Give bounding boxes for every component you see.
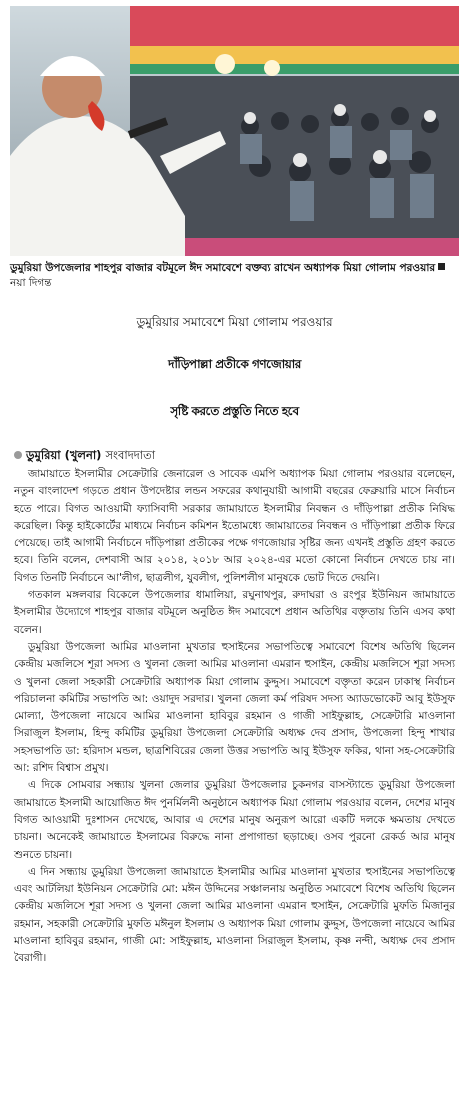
byline	[14, 447, 155, 466]
article-paragraph: জামায়াতে ইসলামীর সেক্রেটারি জেনারেল ও সাবেক এমপি অধ্যাপক মিয়া গোলাম পরওয়ার বলেছেন, নতুন বাংলাদেশ গড়তে প্রধান উপদেষ্টার লন্ডন সফরের কথানুযায়ী আগামী বছরের ফেব্রুয়ারি মাসে নির্বাচন হতে পারে। বিগত আওয়ামী ফ্যাসিবাদী সরকার জামায়াতে ইসলামীর নিবন্ধন ও দাঁড়িপাল্লা প্রতীক নিষিদ্ধ করেছিল। কিন্তু হাইকোর্টের মাধ্যমে নির্বাচন কমিশন ইতোমধ্যে জামায়াতের নিবন্ধন ও দাঁড়িপাল্লা প্রতীক ফিরে পেয়েছে। তাই আগামী নির্বাচনে দাঁড়িপাল্লা প্রতীকের পক্ষে গণজোয়ার সৃষ্টির জন্য এখনই প্রস্তুতি গ্রহণ করতে হবে। তিনি বলেন, দেশবাসী আর ২০১৪, ২০১৮ আর ২০২৪-এর মতো কোনো নির্বাচন দেখতে চায় না। বিগত তিনটি নির্বাচনে আ'লীগ, ছাত্রলীগ, যুবলীগ, পুলিশলীগ মানুষকে ভোট দিতে দেয়নি।	[14, 468, 455, 584]
headline-kicker: ডুমুরিয়ার সমাবেশে মিয়া গোলাম পরওয়ার	[136, 315, 333, 329]
headline-line-1: দাঁড়িপাল্লা প্রতীকে গণজোয়ার	[168, 357, 301, 371]
article-paragraph: এ দিকে সোমবার সন্ধ্যায় খুলনা জেলার ডুমুরিয়া উপজেলার চুকনগর বাসস্ট্যান্ডে ডুমুরিয়া উপজেলা জামায়াতে ইসলামী আয়োজিত ঈদ পুনর্মিলনী অনুষ্ঠানে অধ্যাপক মিয়া গোলাম পরওয়ার বলেন, দেশের মানুষ বিগত আওয়ামী দুঃশাসন দেখেছে, আবার এ দেশের মানুষ অনুরূপ আরো একটি দলকে ক্ষমতায় দেখতে চায়না। অনেকেই জামায়াতে ইসলামের বিরুদ্ধে নানা প্রপাগান্ডা ছড়াচ্ছে। ওসব পুরনো রেকর্ড আর মানুষ শুনতে চায়না।	[14, 779, 455, 861]
rally-photo-illustration	[10, 6, 459, 256]
photo-caption	[10, 261, 459, 291]
bullet-dot-icon	[14, 451, 22, 459]
article-paragraph: গতকাল মঙ্গলবার বিকেলে উপজেলার ধামালিয়া, রঘুনাথপুর, রুদাঘরা ও রংপুর ইউনিয়ন জামায়াতে ইসলামীর উদ্যোগে শাহপুর বাজার বটমূলে অনুষ্ঠিত ঈদ সমাবেশে প্রধান অতিথির বক্তৃতায় তিনি এসব কথা বলেন।	[14, 589, 455, 636]
square-bullet-icon	[438, 263, 445, 270]
article-paragraph: এ দিন সন্ধ্যায় ডুমুরিয়া উপজেলা জামায়াতে ইসলামীর আমির মাওলানা মুখতার হুসাইনের সভাপতিত্বে এবং আটলিয়া ইউনিয়ন সেক্রেটারি মো: মঈন উদ্দিনের সঞ্চালনায় অনুষ্ঠিত সমাবেশে বিশেষ অতিথি ছিলেন কেন্দ্রীয় মজলিসে শূরা সদস্য ও খুলনা জেলা আমির মাওলানা এমরান হুসাইন, সেক্রেটারি মুফতি মিজানুর রহমান, সহকারী সেক্রেটারি মুফতি মঈনুল ইসলাম ও অধ্যাপক মিয়া গোলাম কুদ্দুস, উপজেলা নায়েবে আমির মাওলানা হাবিবুর রহমান, গাজী মো: সাইফুল্লাহ, মাওলানা সিরাজুল ইসলাম, কৃষ্ণ নন্দী, অধ্যক্ষ দেব প্রসাদ বৈরাগী।	[14, 865, 455, 965]
headline-line-2: সৃষ্টি করতে প্রস্তুতি নিতে হবে	[170, 404, 299, 418]
byline-place: ডুমুরিয়া (খুলনা)	[26, 448, 102, 462]
article-paragraph: ডুমুরিয়া উপজেলা আমির মাওলানা মুখতার হুসাইনের সভাপতিত্বে সমাবেশে বিশেষ অতিথি ছিলেন কেন্দ্রীয় মজলিসে শূরা সদস্য ও খুলনা জেলা আমির মাওলানা এমরান হুসাইন, কেন্দ্রীয় মজলিসে শূরা সদস্য ও খুলনা জেলা সহকারী সেক্রেটারি অধ্যাপক মিয়া গোলাম কুদ্দুস। সমাবেশে বক্তৃতা করেন ঢাকাস্থ নির্বাচন পরিচালনা কমিটির সভাপতি আ: ওয়াদুদ সরদার। খুলনা জেলা কর্ম পরিষদ সদস্য অ্যাডভোকেট আবু ইউসুফ মোল্যা, উপজেলা নায়েবে আমির মাওলানা হাবিবুর রহমান ও গাজী সাইফুল্লাহ, সেক্রেটারি মাওলানা সিরাজুল ইসলাম, হিন্দু কমিটির ডুমুরিয়া উপজেলা সেক্রেটারি অধ্যক্ষ দেব প্রসাদ, উপজেলা হিন্দু শাখার সহসভাপতি ডা: হরিদাস মন্ডল, ছাত্রশিবিরের জেলা উত্তর সভাপতি আবু ইউসুফ ফকির, থানা সহ-সেক্রেটারি আ: রশিদ বিশ্বাস প্রমুখ।	[14, 640, 455, 775]
byline-role: সংবাদদাতা	[105, 448, 156, 462]
article-body	[14, 466, 455, 968]
caption-source: নয়া দিগন্ত	[10, 277, 52, 289]
caption-text: ডুমুরিয়া উপজেলার শাহপুর বাজার বটমূলে ঈদ সমাবেশে বক্তব্য রাখেন অধ্যাপক মিয়া গোলাম পরওয়ার	[10, 262, 436, 274]
rally-photo	[10, 6, 459, 256]
